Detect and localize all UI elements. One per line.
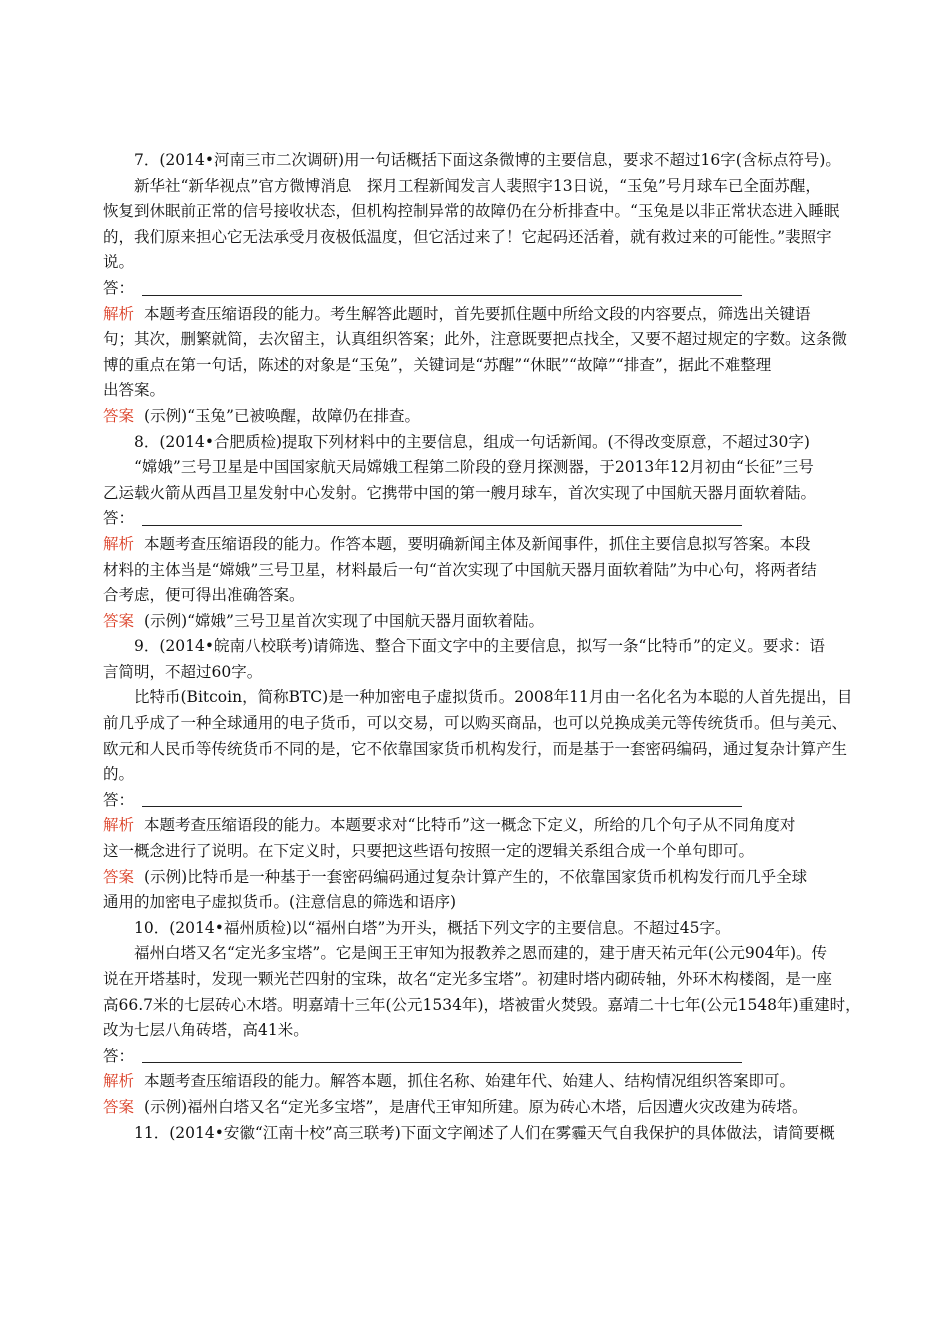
material-line: 乙运载火箭从西昌卫星发射中心发射。它携带中国的第一艘月球车，首次实现了中国航天器月面软着陆。 (103, 483, 817, 502)
question-prompt (103, 916, 883, 942)
question-material (103, 685, 883, 787)
prompt-line: 11．(2014•安徽“江南十校”高三联考)下面文字阐述了人们在雾霾天气自我保护的具体做法，请简要概 (134, 1123, 835, 1142)
answer-blank[interactable] (142, 790, 742, 807)
analysis (103, 813, 883, 864)
prompt-line: 言简明，不超过60字。 (103, 662, 263, 681)
question-10 (103, 916, 883, 1121)
analysis-tag: 解析 (103, 1072, 135, 1091)
question-8 (103, 430, 883, 635)
material-line: 恢复到休眠前正常的信号接收状态，但机构控制异常的故障仍在分析排查中。“玉兔是以非正常状态进入睡眠 (103, 202, 840, 221)
prompt-line: 9．(2014•皖南八校联考)请筛选、整合下面文字中的主要信息，拟写一条“比特币”的定义。要求：语 (134, 637, 825, 656)
analysis-line: 本题考查压缩语段的能力。本题要求对“比特币”这一概念下定义，所给的几个句子从不同角度对 (144, 816, 796, 835)
answer-input-row (103, 506, 883, 532)
analysis-line: 句；其次，删繁就简，去次留主，认真组织答案；此外，注意既要把点找全，又要不超过规定的字数。这条微 (103, 330, 848, 349)
analysis-line: 材料的主体当是“嫦娥”三号卫星，材料最后一句“首次实现了中国航天器月面软着陆”为中心句，将两者结 (103, 560, 817, 579)
question-prompt (103, 430, 883, 456)
material-line: 的，我们原来担心它无法承受月夜极低温度，但它活过来了！它起码还活着，就有救过来的可能性。”裴照宇 (103, 227, 832, 246)
material-line: 改为七层八角砖塔，高41米。 (103, 1021, 309, 1040)
answer (103, 609, 883, 635)
question-prompt (103, 634, 883, 685)
analysis-line: 博的重点在第一句话，陈述的对象是“玉兔”，关键词是“苏醒”“休眠”“故障”“排查”，据此不难整理 (103, 355, 772, 374)
answer-line: (示例)“玉兔”已被唤醒，故障仍在排查。 (144, 406, 420, 425)
analysis (103, 532, 883, 609)
material-line: 福州白塔又名“定光多宝塔”。它是闽王王审知为报教养之恩而建的，建于唐天祐元年(公元904年)。传 (134, 944, 828, 963)
analysis-tag: 解析 (103, 304, 135, 323)
analysis-tag: 解析 (103, 534, 135, 553)
question-9 (103, 634, 883, 916)
answer-label: 答： (103, 790, 135, 809)
material-line: 高66.7米的七层砖心木塔。明嘉靖十三年(公元1534年)，塔被雷火焚毁。嘉靖二十七年(公元1548年)重建时， (103, 995, 861, 1014)
material-line: 新华社“新华视点”官方微博消息 探月工程新闻发言人裴照宇13日说，“玉兔”号月球车已全面苏醒， (134, 176, 821, 195)
prompt-line: 10．(2014•福州质检)以“福州白塔”为开头，概括下列文字的主要信息。不超过45字。 (134, 918, 731, 937)
answer-tag: 答案 (103, 406, 135, 425)
question-11-prompt (103, 1121, 883, 1147)
material-line: 前几乎成了一种全球通用的电子货币，可以交易，可以购买商品，也可以兑换成美元等传统货币。但与美元、 (103, 714, 848, 733)
answer-input-row (103, 788, 883, 814)
answer-line: (示例)福州白塔又名“定光多宝塔”，是唐代王审知所建。原为砖心木塔，后因遭火灾改建为砖塔。 (144, 1097, 808, 1116)
answer-label: 答： (103, 278, 135, 297)
answer-label: 答： (103, 1046, 135, 1065)
answer-label: 答： (103, 509, 135, 528)
prompt-line: 7．(2014•河南三市二次调研)用一句话概括下面这条微博的主要信息，要求不超过16字(含标点符号)。 (134, 151, 841, 169)
material-line: 说在开塔基时，发现一颗光芒四射的宝珠，故名“定光多宝塔”。初建时塔内砌砖轴，外环木构楼阁，是一座 (103, 970, 832, 988)
question-material (103, 941, 883, 1043)
answer-tag: 答案 (103, 611, 135, 630)
question-material (103, 174, 883, 276)
material-line: 说。 (103, 253, 135, 272)
analysis (103, 1069, 883, 1095)
material-line: 的。 (103, 765, 135, 784)
analysis-line: 本题考查压缩语段的能力。作答本题，要明确新闻主体及新闻事件，抓住主要信息拟写答案。本段 (144, 534, 811, 553)
answer-line: 通用的加密电子虚拟货币。(注意信息的筛选和语序) (103, 893, 457, 912)
question-material (103, 455, 883, 506)
answer-blank[interactable] (142, 279, 742, 296)
answer (103, 404, 883, 430)
answer-line: (示例)比特币是一种基于一套密码编码通过复杂计算产生的，不依靠国家货币机构发行而几乎全球 (144, 867, 808, 886)
analysis-line: 本题考查压缩语段的能力。解答本题，抓住名称、始建年代、始建人、结构情况组织答案即可。 (144, 1072, 796, 1091)
document-content (103, 148, 883, 1146)
prompt-line: 8．(2014•合肥质检)提取下列材料中的主要信息，组成一句话新闻。(不得改变原意，不超过30字) (134, 432, 810, 451)
analysis-line: 合考虑，便可得出准确答案。 (103, 586, 305, 605)
material-line: 欧元和人民币等传统货币不同的是，它不依靠国家货币机构发行，而是基于一套密码编码，通过复杂计算产生 (103, 739, 848, 758)
analysis-line: 本题考查压缩语段的能力。考生解答此题时，首先要抓住题中所给文段的内容要点，筛选出关键语 (144, 304, 811, 323)
analysis-line: 这一概念进行了说明。在下定义时，只要把这些语句按照一定的逻辑关系组合成一个单句即可。 (103, 842, 755, 861)
answer-tag: 答案 (103, 1097, 135, 1116)
analysis-tag: 解析 (103, 816, 135, 835)
material-line: 比特币(Bitcoin，简称BTC)是一种加密电子虚拟货币。2008年11月由一名化名为本聪的人首先提出，目 (134, 688, 853, 707)
answer-input-row (103, 1044, 883, 1070)
answer (103, 1095, 883, 1121)
answer (103, 865, 883, 916)
answer-input-row (103, 276, 883, 302)
answer-blank[interactable] (142, 1046, 742, 1063)
question-7 (103, 148, 883, 430)
answer-line: (示例)“嫦娥”三号卫星首次实现了中国航天器月面软着陆。 (144, 611, 544, 630)
material-line: “嫦娥”三号卫星是中国国家航天局嫦娥工程第二阶段的登月探测器，于2013年12月初由“长征”三号 (134, 458, 814, 477)
analysis-line: 出答案。 (103, 381, 166, 400)
answer-tag: 答案 (103, 867, 135, 886)
analysis (103, 302, 883, 404)
question-prompt (103, 148, 883, 174)
answer-blank[interactable] (142, 509, 742, 526)
